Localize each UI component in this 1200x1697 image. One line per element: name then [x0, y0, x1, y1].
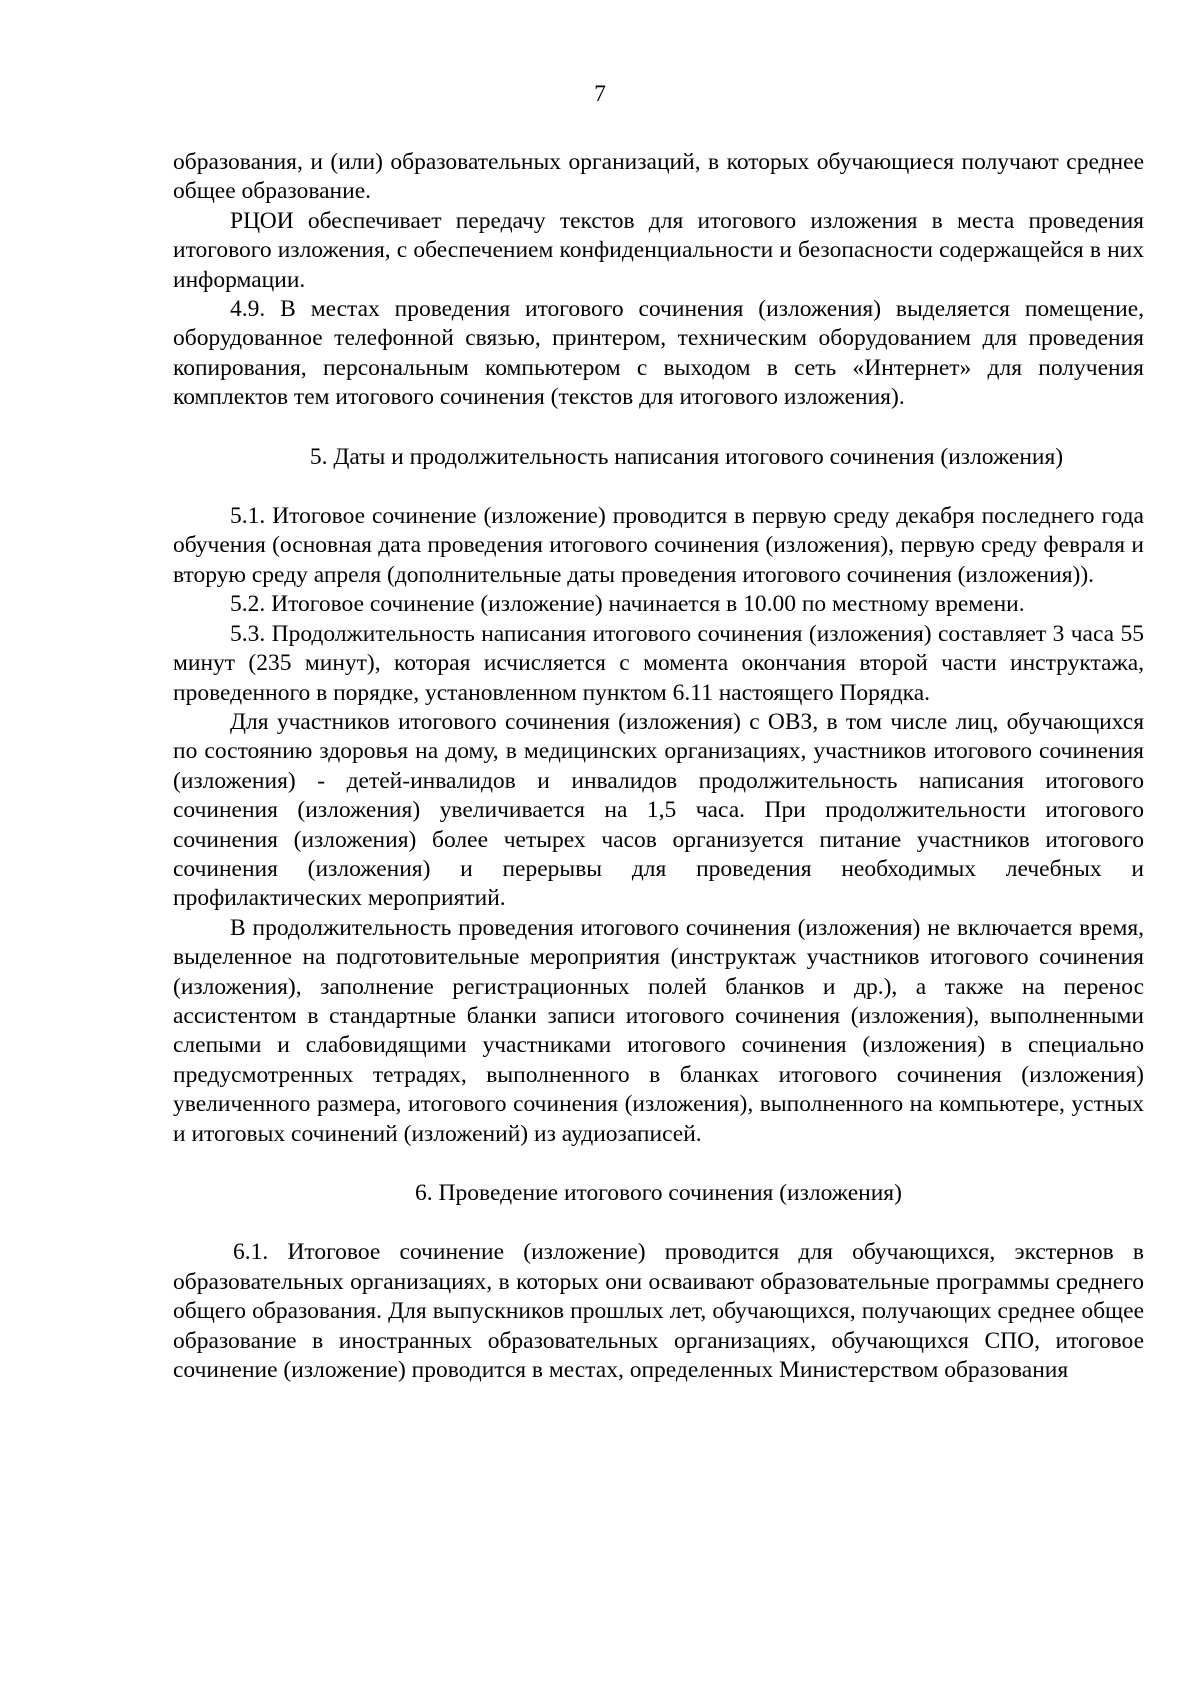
paragraph-5-1: 5.1. Итоговое сочинение (изложение) проводится в первую среду декабря последнего года обучения (основная дата проведения итогового сочинения (изложения), первую среду февраля и вторую среду апреля (дополнительные даты проведения итогового сочинения (изложения)).: [173, 503, 1144, 588]
paragraph-excluded-time: В продолжительность проведения итогового сочинения (изложения) не включается время, выделенное на подготовительные мероприятия (инструктаж участников итогового сочинения (изложения), заполнение регистрационных полей бланков и др.), а также на перенос ассистентом в стандартные бланки записи итогового сочинения (изложения), выполненными слепыми и слабовидящими участниками итогового сочинения (изложения) в специально предусмотренных тетрадях, выполненного в бланках итогового сочинения (изложения) увеличенного размера, итогового сочинения (изложения), выполненного на компьютере, устных и итоговых сочинений (изложений) из аудиозаписей.: [173, 914, 1144, 1147]
paragraph-6-1: 6.1. Итоговое сочинение (изложение) проводится для обучающихся, экстернов в образовательных организациях, в которых они осваивают образовательные программы среднего общего образования. Для выпускников прошлых лет, обучающихся, получающих среднее общее образование в иностранных образовательных организациях, обучающихся СПО, итоговое сочинение (изложение) проводится в местах, определенных Министерством образования: [173, 1239, 1144, 1384]
paragraph-ovz-participants: Для участников итогового сочинения (изложения) с ОВЗ, в том числе лиц, обучающихся по состоянию здоровья на дому, в медицинских организациях, участников итогового сочинения (изложения) - детей-инвалидов и инвалидов продолжительность написания итогового сочинения (изложения) увеличивается на 1,5 часа. При продолжительности итогового сочинения (изложения) более четырех часов организуется питание участников итогового сочинения (изложения) и перерывы для проведения необходимых лечебных и профилактических мероприятий.: [173, 708, 1144, 912]
paragraph-rcoi-text-delivery: РЦОИ обеспечивает передачу текстов для итогового изложения в места проведения итогового изложения, с обеспечением конфиденциальности и безопасности содержащейся в них информации.: [173, 207, 1144, 293]
section-heading-6: 6. Проведение итогового сочинения (изложения): [415, 1180, 902, 1206]
paragraph-5-3: 5.3. Продолжительность написания итогового сочинения (изложения) составляет 3 часа 55 минут (235 минут), которая исчисляется с момента окончания второй части инструктажа, проведенного в порядке, установленном пунктом 6.11 настоящего Порядка.: [173, 620, 1144, 706]
paragraph-5-2: 5.2. Итоговое сочинение (изложение) начинается в 10.00 по местному времени.: [230, 591, 1025, 618]
page-number: 7: [594, 81, 606, 107]
section-heading-5: 5. Даты и продолжительность написания итогового сочинения (изложения): [309, 443, 1064, 470]
document-body: [173, 148, 1144, 1385]
paragraph-continuation: образования, и (или) образовательных организаций, в которых обучающиеся получают среднее общее образование.: [173, 149, 1144, 205]
paragraph-4-9: 4.9. В местах проведения итогового сочинения (изложения) выделяется помещение, оборудованное телефонной связью, принтером, техническим оборудованием для проведения копирования, персональным компьютером с выходом в сеть «Интернет» для получения комплектов тем итогового сочинения (текстов для итогового изложения).: [173, 296, 1144, 411]
